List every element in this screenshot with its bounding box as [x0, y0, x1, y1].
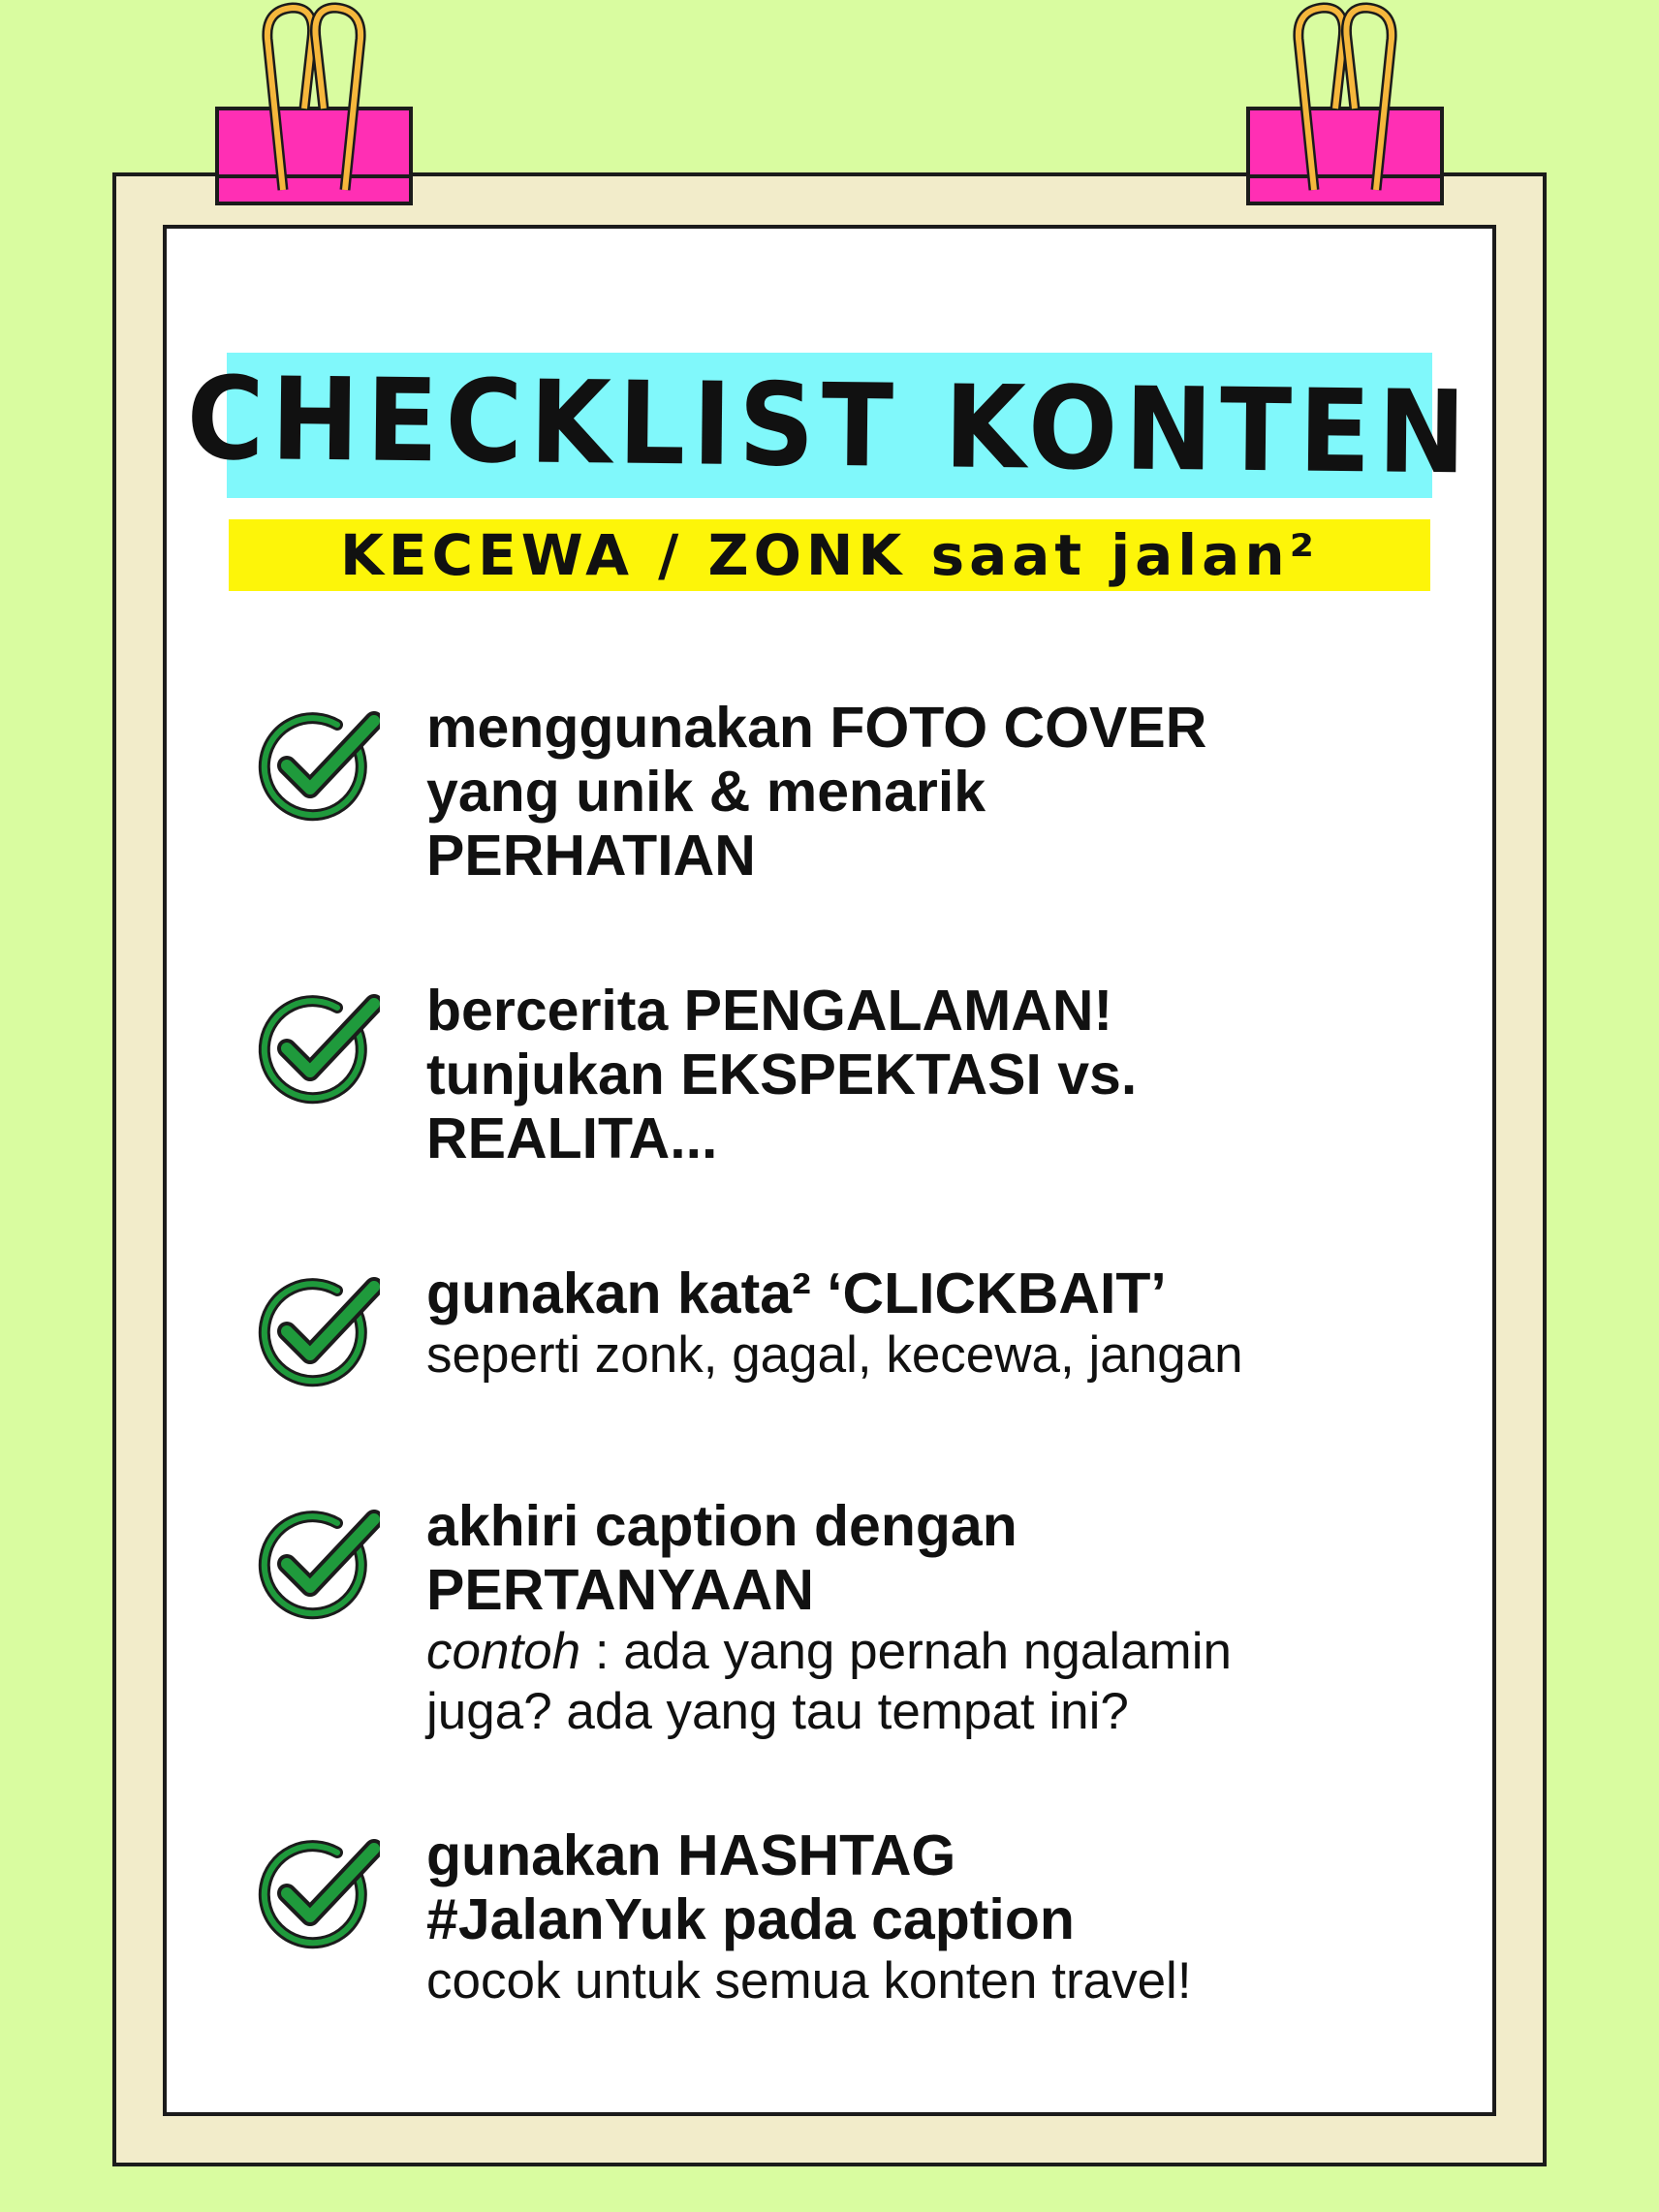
item-detail-line [426, 1622, 1434, 1682]
item-bold-line: REALITA... [426, 1106, 718, 1170]
checklist-item-text [426, 979, 1434, 1170]
checklist-item-text [426, 1494, 1434, 1742]
item-bold-line: yang unik & menarik [426, 760, 986, 824]
item-detail-line: juga? ada yang tau tempat ini? [426, 1683, 1129, 1740]
binder-clip-right-icon [1246, 0, 1444, 213]
item-bold-line: akhiri caption dengan [426, 1494, 1017, 1558]
item-bold-line: PERHATIAN [426, 824, 756, 888]
checklist-item-text [426, 1823, 1434, 2011]
item-detail-text: : ada yang pernah ngalamin [580, 1623, 1232, 1680]
page-title: CHECKLIST KONTEN [185, 351, 1474, 500]
item-bold-line: gunakan kata² ‘CLICKBAIT’ [426, 1262, 1167, 1325]
check-circle-icon [254, 1502, 380, 1622]
check-circle-icon [254, 986, 380, 1106]
checklist-item-text [426, 1262, 1434, 1386]
item-detail-line: cocok untuk semua konten travel! [426, 1952, 1192, 2009]
item-bold-line: gunakan HASHTAG [426, 1823, 956, 1887]
check-circle-icon [254, 1269, 380, 1389]
item-detail-line: seperti zonk, gagal, kecewa, jangan [426, 1326, 1243, 1384]
item-bold-line: tunjukan EKSPEKTASI vs. [426, 1043, 1138, 1106]
item-bold-line: menggunakan FOTO COVER [426, 696, 1207, 760]
title-highlight [185, 351, 1474, 500]
check-circle-icon [254, 1831, 380, 1951]
page-subtitle: KECEWA / ZONK saat jalan² [339, 522, 1320, 588]
item-bold-line: #JalanYuk pada caption [426, 1887, 1075, 1951]
checklist-item-text [426, 696, 1434, 888]
check-circle-icon [254, 703, 380, 824]
item-bold-line: PERTANYAAN [426, 1558, 814, 1622]
item-bold-line: bercerita PENGALAMAN! [426, 979, 1113, 1043]
binder-clip-left-icon [215, 0, 413, 213]
item-detail-prefix: contoh [426, 1623, 581, 1680]
subtitle-highlight [229, 519, 1430, 591]
